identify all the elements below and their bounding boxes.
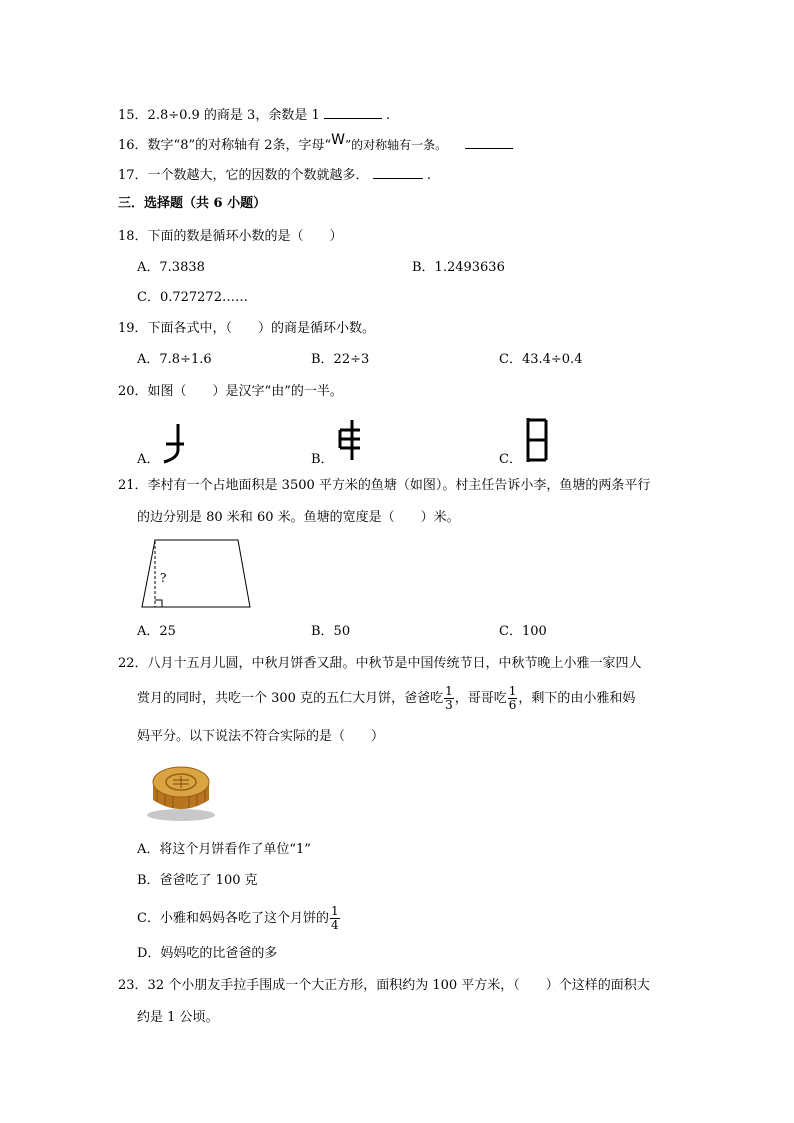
q22-option-d[interactable]: D．妈妈吃的比爸爸的多: [137, 946, 278, 961]
mooncake-image: [143, 760, 219, 824]
question-23-line2: 约是 1 公顷。: [137, 1010, 219, 1025]
question-17: 17．一个数越大，它的因数的个数就越多． .: [118, 164, 431, 186]
question-15: 15．2.8÷0.9 的商是 3，余数是 1 .: [118, 104, 390, 126]
answer-blank[interactable]: [373, 164, 423, 179]
question-23-line1: 23．32 个小朋友手拉手围成一个大正方形，面积约为 100 平方米，（ ）个这样的面积大: [118, 978, 650, 993]
question-18-stem: 18．下面的数是循环小数的是（ ）: [118, 229, 343, 244]
q20-option-b[interactable]: B．: [311, 452, 334, 467]
question-16: 16．数字“8”的对称轴有 2条，字母“W”的对称轴有一条。: [118, 134, 513, 156]
question-22-line1: 22．八月十五月儿圆，中秋月饼香又甜。中秋节是中国传统节日，中秋节晚上小雅一家四人: [118, 656, 642, 671]
section-heading: 三．选择题（共 6 小题）: [118, 196, 267, 211]
half-character-b-figure: [336, 418, 364, 462]
letter-w: W: [331, 132, 345, 148]
q20-option-a[interactable]: A．: [137, 452, 160, 467]
question-20-stem: 20．如图（ ）是汉字“由”的一半。: [118, 384, 343, 399]
question-22-line2: 赏月的同时，共吃一个 300 克的五仁大月饼，爸爸吃 $\frac{1}{3}$ ，哥哥吃 $\frac{1}{6}$ ，剩下的由小雅和妈: [137, 684, 636, 712]
q21-option-c[interactable]: C．100: [499, 624, 547, 639]
answer-blank[interactable]: [465, 134, 513, 149]
question-21-line1: 21．李村有一个占地面积是 3500 平方米的鱼塘（如图）。村主任告诉小李，鱼塘的两条平行: [118, 478, 651, 493]
height-label: ?: [160, 571, 167, 585]
q22-option-b[interactable]: B．爸爸吃了 100 克: [137, 873, 258, 888]
half-character-c-figure: [524, 416, 552, 464]
q22-option-c[interactable]: C．小雅和妈妈各吃了这个月饼的 $\frac{1}{4}$: [137, 904, 339, 932]
q18-option-c[interactable]: C．0.727272……: [137, 290, 248, 305]
q21-option-b[interactable]: B．50: [311, 624, 351, 639]
trapezoid-pond-figure: [140, 538, 254, 610]
answer-blank[interactable]: [324, 104, 382, 119]
q18-option-a[interactable]: A．7.3838: [137, 260, 205, 275]
q19-option-a[interactable]: A．7.8÷1.6: [137, 352, 212, 367]
question-22-line3: 妈平分。以下说法不符合实际的是（ ）: [137, 729, 385, 744]
q22-option-a[interactable]: A．将这个月饼看作了单位“1”: [137, 842, 311, 857]
question-19-stem: 19．下面各式中，（ ）的商是循环小数。: [118, 321, 376, 336]
q19-option-b[interactable]: B．22÷3: [311, 352, 370, 367]
q20-option-c[interactable]: C．: [499, 452, 522, 467]
q19-option-c[interactable]: C．43.4÷0.4: [499, 352, 583, 367]
fraction-one-quarter: $\frac{1}{4}$: [330, 904, 339, 932]
fraction-one-sixth: $\frac{1}{6}$: [508, 684, 517, 712]
q21-option-a[interactable]: A．25: [137, 624, 176, 639]
question-21-line2: 的边分别是 80 米和 60 米。鱼塘的宽度是（ ）米。: [137, 510, 460, 525]
fraction-one-third: $\frac{1}{3}$: [445, 684, 453, 712]
q18-option-b[interactable]: B．1.2493636: [412, 260, 505, 275]
half-character-a-figure: [158, 420, 188, 464]
